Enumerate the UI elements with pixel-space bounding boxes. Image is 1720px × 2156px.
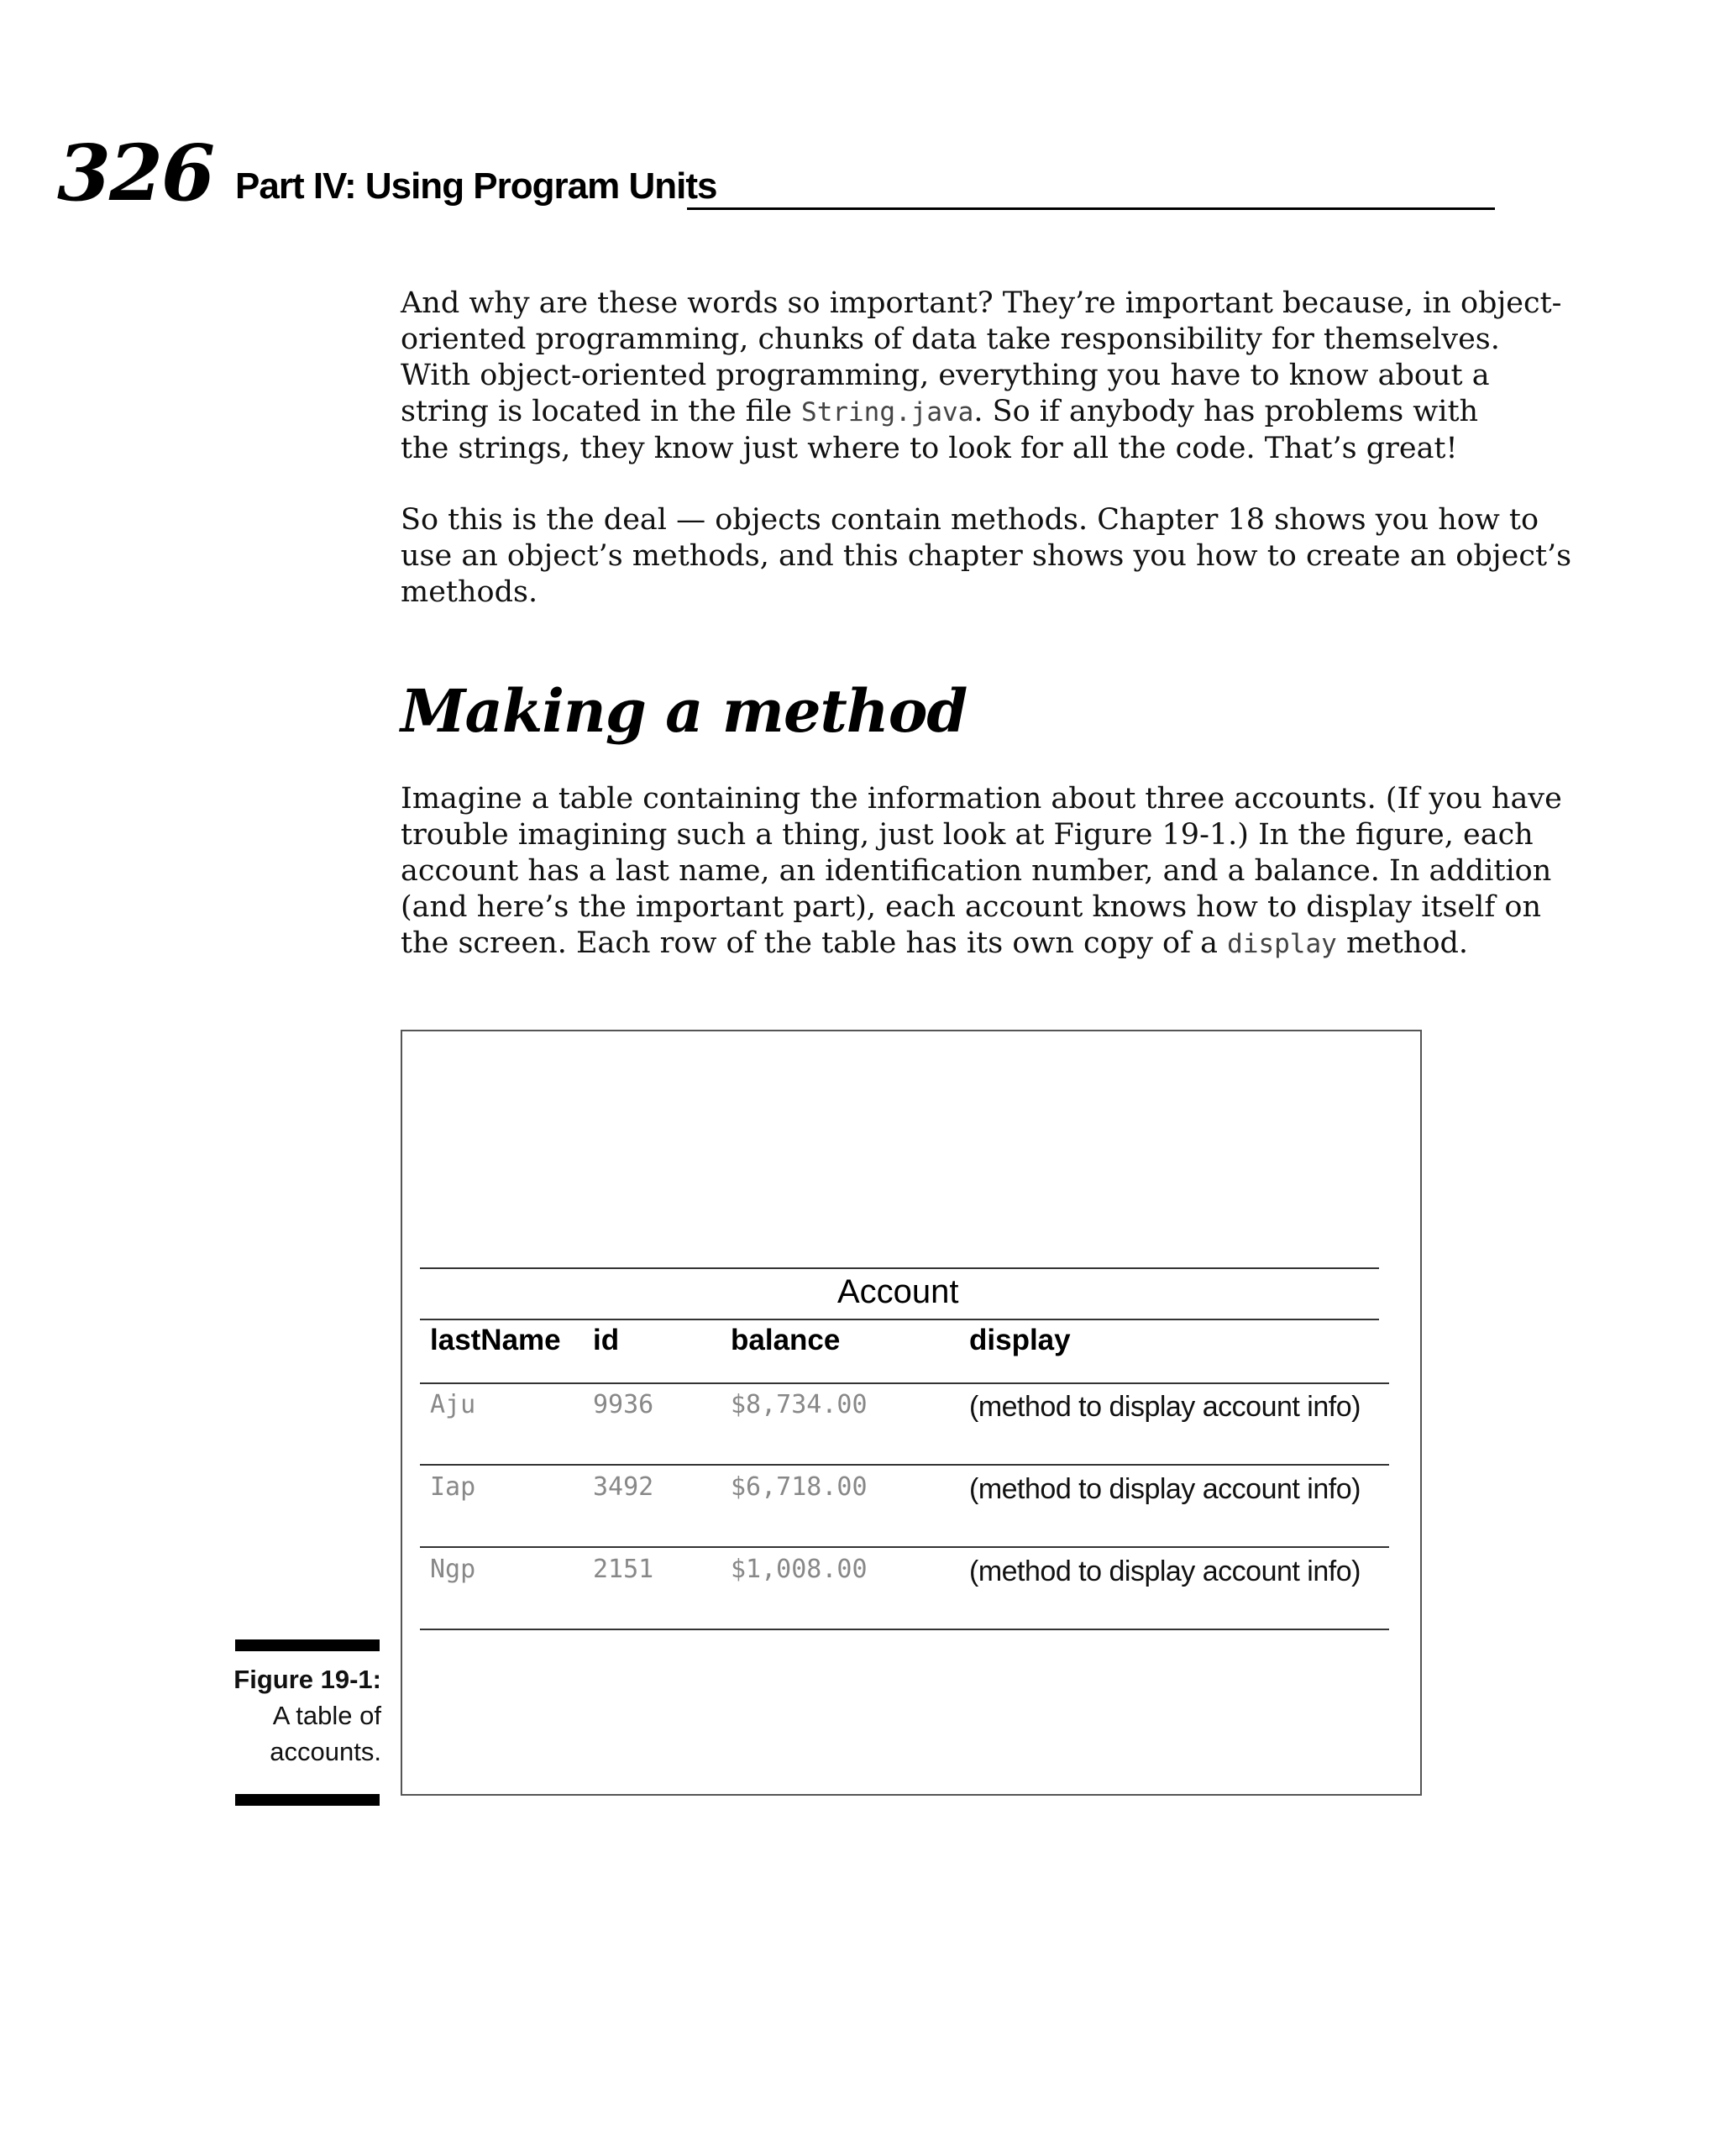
table-cell-lastname: Iap: [430, 1472, 476, 1502]
column-header-lastname: lastName: [430, 1324, 561, 1356]
paragraph-line: methods.: [401, 575, 538, 609]
caption-bottom-bar: [235, 1794, 380, 1806]
column-header-display: display: [969, 1324, 1071, 1356]
page-number: 326: [57, 128, 214, 218]
table-top-rule: [420, 1267, 1379, 1269]
text-run: the screen. Each row of the table has its own copy of a: [401, 926, 1228, 960]
paragraph-1: [401, 286, 1562, 467]
paragraph-line: And why are these words so important? They’re important because, in object-: [401, 286, 1562, 320]
part-title: Part IV: Using Program Units: [235, 165, 717, 207]
caption-text: A table of: [272, 1701, 381, 1730]
paragraph-line: So this is the deal — objects contain methods. Chapter 18 shows you how to: [401, 503, 1539, 537]
table-cell-lastname: Aju: [430, 1390, 476, 1419]
table-cell-balance: $8,734.00: [731, 1390, 868, 1419]
table-cell-display: (method to display account info): [969, 1391, 1361, 1423]
paragraph-line: trouble imagining such a thing, just look at Figure 19-1.) In the figure, each: [401, 818, 1534, 852]
text-run: string is located in the file: [401, 395, 802, 428]
column-header-balance: balance: [731, 1324, 841, 1356]
table-title: Account: [837, 1273, 959, 1310]
section-heading: Making a method: [401, 676, 968, 746]
paragraph-3: [401, 781, 1562, 963]
table-row-rule: [420, 1546, 1389, 1548]
table-bottom-rule: [420, 1629, 1389, 1630]
caption-top-bar: [235, 1639, 380, 1651]
table-cell-balance: $6,718.00: [731, 1472, 868, 1502]
caption-text: accounts.: [270, 1737, 381, 1766]
paragraph-line: oriented programming, chunks of data take responsibility for themselves.: [401, 323, 1500, 356]
paragraph-line: use an object’s methods, and this chapter shows you how to create an object’s: [401, 539, 1572, 573]
paragraph-line: account has a last name, an identification number, and a balance. In addition: [401, 854, 1552, 888]
table-cell-display: (method to display account info): [969, 1473, 1361, 1505]
paragraph-line: With object-oriented programming, everything you have to know about a: [401, 359, 1490, 392]
paragraph-line: (and here’s the important part), each account knows how to display itself on: [401, 890, 1542, 924]
text-run: method.: [1336, 926, 1469, 960]
caption-number: Figure 19-1:: [233, 1665, 381, 1694]
table-row-rule: [420, 1464, 1389, 1466]
table-cell-display: (method to display account info): [969, 1555, 1361, 1587]
table-cell-lastname: Ngp: [430, 1555, 476, 1584]
table-cell-id: 2151: [593, 1555, 654, 1584]
table-header-rule: [420, 1382, 1389, 1384]
paragraph-line: [401, 926, 1509, 963]
header-rule: [687, 207, 1495, 210]
table-cell-id: 3492: [593, 1472, 654, 1502]
paragraph-line: the strings, they know just where to look for all the code. That’s great!: [401, 432, 1458, 465]
table-cell-balance: $1,008.00: [731, 1555, 868, 1584]
inline-code: display: [1227, 929, 1337, 959]
paragraph-line: [401, 394, 1509, 431]
table-cell-id: 9936: [593, 1390, 654, 1419]
column-header-id: id: [593, 1324, 620, 1356]
text-run: . So if anybody has problems with: [973, 395, 1479, 428]
inline-code: String.java: [801, 397, 974, 428]
paragraph-2: [401, 502, 1572, 611]
table-title-rule: [420, 1319, 1379, 1320]
figure-caption: [202, 1661, 381, 1770]
paragraph-line: Imagine a table containing the information about three accounts. (If you have: [401, 782, 1562, 816]
